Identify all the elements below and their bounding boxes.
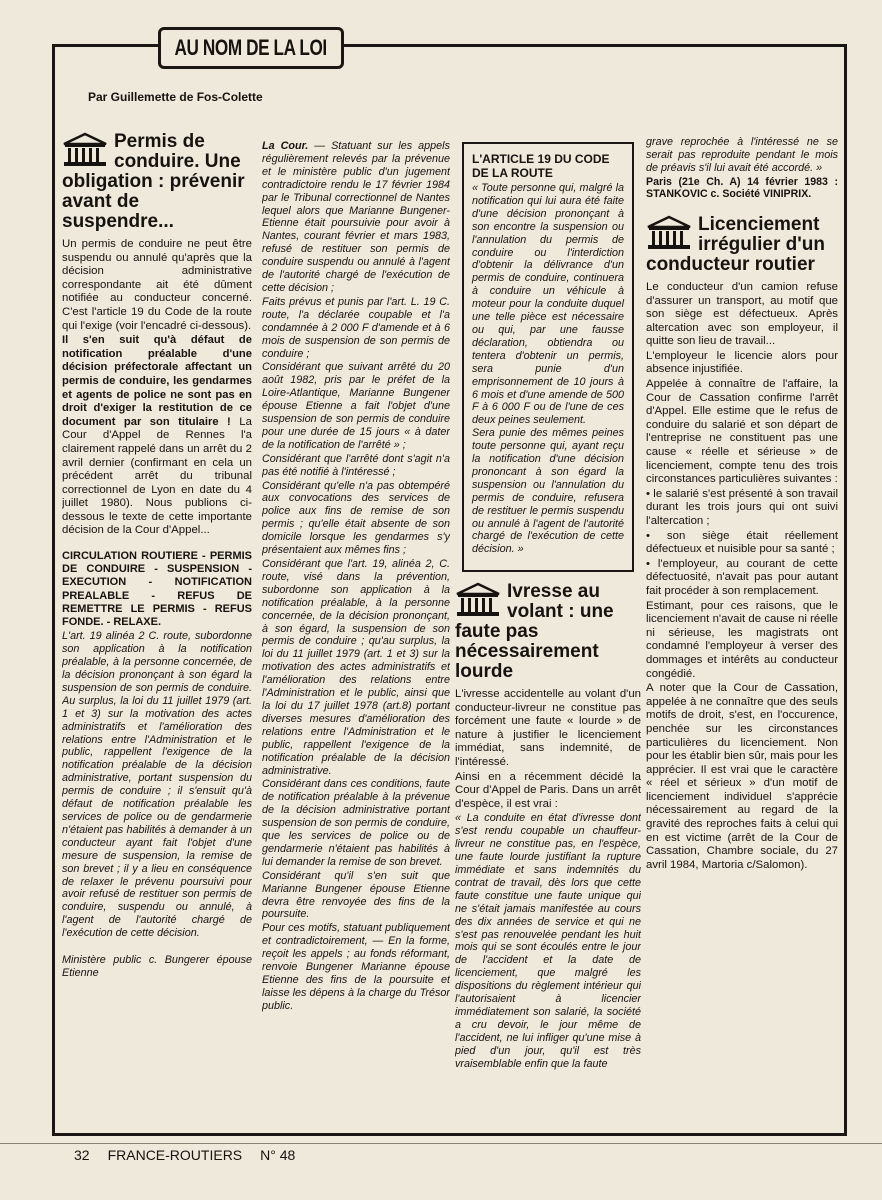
page-footer (74, 1147, 295, 1163)
article-3-para-4: Estimant, pour ces raisons, que le licenciement n'avait de cause ni réelle ni sérieuse, les magistrats ont condamné l'employeur à verser des dommages et intérêts au conducteur congédié. (646, 599, 838, 680)
article-2-para-1: L'ivresse accidentelle au volant d'un conducteur-livreur ne constitue pas forcément une faute « lourde » de nature à justifier le licenciement immédiat, sans indemnité, de l'intéressé. (455, 688, 641, 768)
courthouse-icon (646, 215, 692, 251)
court-para-9: Pour ces motifs, statuant publiquement et contradictoirement, — En la forme, reçoit les appels ; au fonds réformant, renvoie Bungener Marianne épouse Etienne des fins de la poursuite et laisse les dépens à la charge du Trésor public. (262, 922, 450, 1012)
article-1-title-rest: Une obligation : prévenir avant de suspendre... (62, 151, 245, 232)
court-para-2: Faits prévus et punis par l'art. L. 19 C. route, l'a déclarée coupable et l'a condamnée à 2 000 F d'amende et à 6 mois de suspension de son permis de conduire ; (262, 295, 450, 360)
court-para-3: Considérant que suivant arrêté du 20 août 1982, pris par le préfet de la Loire-Atlantique, Marianne Bungener épouse Etienne a fait l'objet d'une suspension de son permis de conduire pour une durée de 15 jours « à dater de la notification de l'arrêté » ; (262, 361, 450, 451)
article-3-bullet-1: • le salarié s'est présenté à son travail durant les trois jours qui ont suivi l'altercation ; (646, 487, 838, 527)
article-3-title-lead: Licenciement irrégulier d'un (698, 213, 825, 255)
court-para-1-text: — Statuant sur les appels régulièrement relevés par la prévenue et le ministère public d'un jugement contradictoire rendu le 17 février 1984 par le Tribunal correctionnel de Nantes lequel alors que Marianne Bungener-Etienne était poursuivie pour avoir à Nantes, courant février et mars 1983, refusé de restituer son permis de conduire suspendu ou annulé à l'agent de l'autorité chargé de l'exécution de cette décision ; (262, 140, 450, 294)
court-para-8: Considérant qu'il s'en suit que Marianne Bungener épouse Etienne devra être renvoyée des fins de la poursuite. (262, 869, 450, 921)
article-3-para-5: A noter que la Cour de Cassation, appelée à ne connaître que des seuls motifs de droit, s'est, en l'occurence, penchée sur les circonstances particulières du licenciement. Non pour les établir bien sûr, mais pour les apprécier. Il est vrai que le caractère « réel et sérieux » d'un motif de licenciement individuel s'apprécie nécessairement au regard de la gravité des reproches faits à celui qui en est victime (arrêt de la Cour de Cassation, Chambre sociale, du 27 avril 1984, Martoria c/Salomon). (646, 682, 838, 871)
court-para-6: Considérant que l'art. 19, alinéa 2, C. route, visé dans la prévention, subordonne son application à la notification préalable, à la personne concernée, de la décision prononçant, à son égard, la suspension de son permis de conduire ; qu'au surplus, la loi du 11 juillet 1979 (art. 1 et 3) sur la motivation des actes administratifs et l'amélioration des relations entre l'Administration et le public, ainsi que la loi du 17 juillet 1978 (art.8) portant diverses mesures d'amélioration des relations entre l'Administration et le public, rappellent l'exigence de la notification préalable de la décision administrative. (262, 558, 450, 777)
article-3-para-1: Le conducteur d'un camion refuse d'assurer un transport, au motif que son siège est défectueux. Après altercation avec son employeur, il quitte son lieu de travail... (646, 280, 838, 348)
article-3-bullet-3: • l'employeur, au courant de cette défectuosité, n'avait pas pour autant fait procéder à son remplacement. (646, 557, 838, 597)
article-3-para-3: Appelée à connaître de l'affaire, la Cour de Cassation confirme l'arrêt d'Appel. Elle estime que le refus de conduire du salarié et son départ de l'entreprise ne constituent pas une cause « réelle et sérieuse » de licenciement, compte tenu des trois circonstances particulières suivantes : (646, 378, 838, 486)
section-banner (158, 27, 344, 69)
magazine-name: FRANCE-ROUTIERS (107, 1147, 243, 1163)
court-para-5: Considérant qu'elle n'a pas obtempéré aux convocations des services de police aux fins de remise de son permis ; qu'elle était absente de son domicile lorsque les gendarmes s'y présentaient aux mêmes fins ; (262, 479, 450, 557)
article-1-bold-lead: Il s'en suit qu'à défaut de notification préalable d'une décision préfectorale affectant un permis de conduire, les gendarmes et agents de police ne sont pas en droit d'exiger la restitution de ce document par son titulaire ! (62, 334, 252, 428)
article-1-para-2 (62, 334, 252, 538)
article-1-title-lead: Permis de conduire. (114, 132, 205, 172)
article-3-bullet-2: • son siège était réellement défectueux et nuisible pour sa santé ; (646, 529, 838, 556)
article-19-box (462, 142, 634, 572)
decision-summary: L'art. 19 alinéa 2 C. route, subordonne son application à la notification préalable, à la personne concernée, de la décision prononçant à son égard la suspension de son permis de conduire. Au surplus, la loi du 11 juillet 1979 (art. 1 et 3) sur la motivation des actes administratifs et l'amélioration des relations entre l'Administration et le public, rappellent l'exigence de la notification préalable de la décision administrative, portant suspension du permis de conduire ; il s'ensuit qu'à défaut de notification préalable les services de police ou de gendarmerie n'étaient pas habilités à demander à un conducteur ayant fait l'objet d'une mesure de suspension, la remise de son brevet ; il y a lieu en conséquence de relaxer le prévenu poursuivi pour avoir refusé de restituer son permis de conduire, suspendu ou annulé, à l'agent de l'autorité chargé de l'exécution de cette décision. (62, 630, 252, 940)
article-2-quote: « La conduite en état d'ivresse dont s'est rendu coupable un chauffeur-livreur ne constitue pas, en l'espèce, une faute lourde justifiant la rupture immédiate et sans indemnités du contrat de travail, dès lors que cette faute constitue une faute unique qui ne s'était jamais manifestée au cours des dix années de service et qui ne s'est pas renouvelée pendant les huit mois qui se sont écoulés entre le jour de l'accident et la date de licenciement, que malgré les dispositions du règlement intérieur qui l'autorisaient à licencier immédiatement son salarié, la société a cru devoir, le jour même de l'accident, ne lui infliger qu'une mise à pied d'un jour, qu'il est très vraisemblable enfin que la faute (455, 812, 641, 1070)
article-2-headline (455, 582, 641, 682)
page-number: 32 (74, 1147, 90, 1163)
footer-rule (0, 1143, 882, 1144)
court-para-1 (262, 140, 450, 295)
column-1 (62, 132, 252, 1122)
court-para-7: Considérant dans ces conditions, faute de notification préalable à la prévenue de la décision administrative portant suspension de son permis de conduire, que les services de police ou de gendarmerie n'étaient pas habilités à lui demander la remise de son brevet. (262, 778, 450, 868)
article-2-citation: Paris (21e Ch. A) 14 février 1983 : STANKOVIC c. Société VINIPRIX. (646, 175, 838, 201)
banner-text: AU NOM DE LA LOI (174, 35, 328, 60)
decision-keywords: CIRCULATION ROUTIERE - PERMIS DE CONDUIRE - SUSPENSION - EXECUTION - NOTIFICATION PREALABLE - REFUS DE REMETTRE LE PERMIS - REFUS FONDE. - RELAXE. (62, 550, 252, 629)
case-parties: Ministère public c. Bungerer épouse Etienne (62, 954, 252, 979)
article-2-para-2: Ainsi en a récemment décidé la Cour d'Appel de Paris. Dans un arrêt d'espèce, il est vrai : (455, 770, 641, 810)
byline: Par Guillemette de Fos-Colette (88, 90, 263, 104)
court-para-4: Considérant que l'arrêté dont s'agit n'a pas été notifié à l'intéressé ; (262, 452, 450, 478)
article-19-title: L'ARTICLE 19 DU CODE DE LA ROUTE (472, 152, 610, 180)
courthouse-icon (62, 132, 108, 168)
article-1-para-2-rest: La Cour d'Appel de Rennes l'a clairement rappelé dans un arrêt du 2 avril dernier (confirmant en cela un précédent arrêt du tribunal correctionnel de Lyon en date du 4 juillet 1980). Nous publions ci-dessous le texte de cette importante décision de la Cour d'Appel... (62, 415, 252, 537)
column-4 (646, 136, 838, 1126)
article-1-intro: Un permis de conduire ne peut être suspendu ou annulé qu'après que la décision administrative correspondante ait été dûment notifiée au conducteur concerné. C'est l'article 19 du Code de la route qui l'exige (voir l'encadré ci-dessous). (62, 238, 252, 332)
courthouse-icon (455, 582, 501, 618)
article-2-quote-continued: grave reprochée à l'intéressé ne se serait pas reproduite pendant le mois de préavis s'il lui avait été accordé. » (646, 136, 838, 174)
article-3-headline (646, 215, 838, 275)
column-3 (455, 582, 641, 1122)
article-2-title-lead: Ivresse au volant : une (507, 582, 614, 622)
article-1-headline (62, 132, 252, 232)
article-3-para-2: L'employeur le licencie alors pour absence injustifiée. (646, 349, 838, 376)
issue-number: N° 48 (260, 1147, 296, 1163)
article-2-title-rest: faute pas nécessairement lourde (455, 621, 599, 682)
column-2 (262, 140, 450, 1125)
court-lead: La Cour. (262, 140, 309, 152)
article-19-para-2: Sera punie des mêmes peines toute personne qui, ayant reçu la notification d'une décision prononcant à son égard la suspension ou l'annulation du permis de conduire, refusera de restituer le permis suspendu ou annulé à l'agent de l'autorité chargé de l'exécution de cette décision. » (472, 427, 624, 556)
article-19-para-1: « Toute personne qui, malgré la notification qui lui aura été faite d'une décision prononçant à son encontre la suspension ou l'annulation du permis de conduire ou l'interdiction d'obtenir la délivrance d'un permis de conduire, continuera à conduire un véhicule à moteur pour la conduite duquel une telle pièce est nécessaire ou qui, par une fausse déclaration, obtiendra ou tentera d'obtenir un permis, sera punie d'un emprisonnement de 10 jours à 6 mois et d'une amende de 500 F à 6 000 F ou de l'une de ces deux peines seulement. (472, 182, 624, 427)
article-3-title-rest: conducteur routier (646, 253, 815, 275)
